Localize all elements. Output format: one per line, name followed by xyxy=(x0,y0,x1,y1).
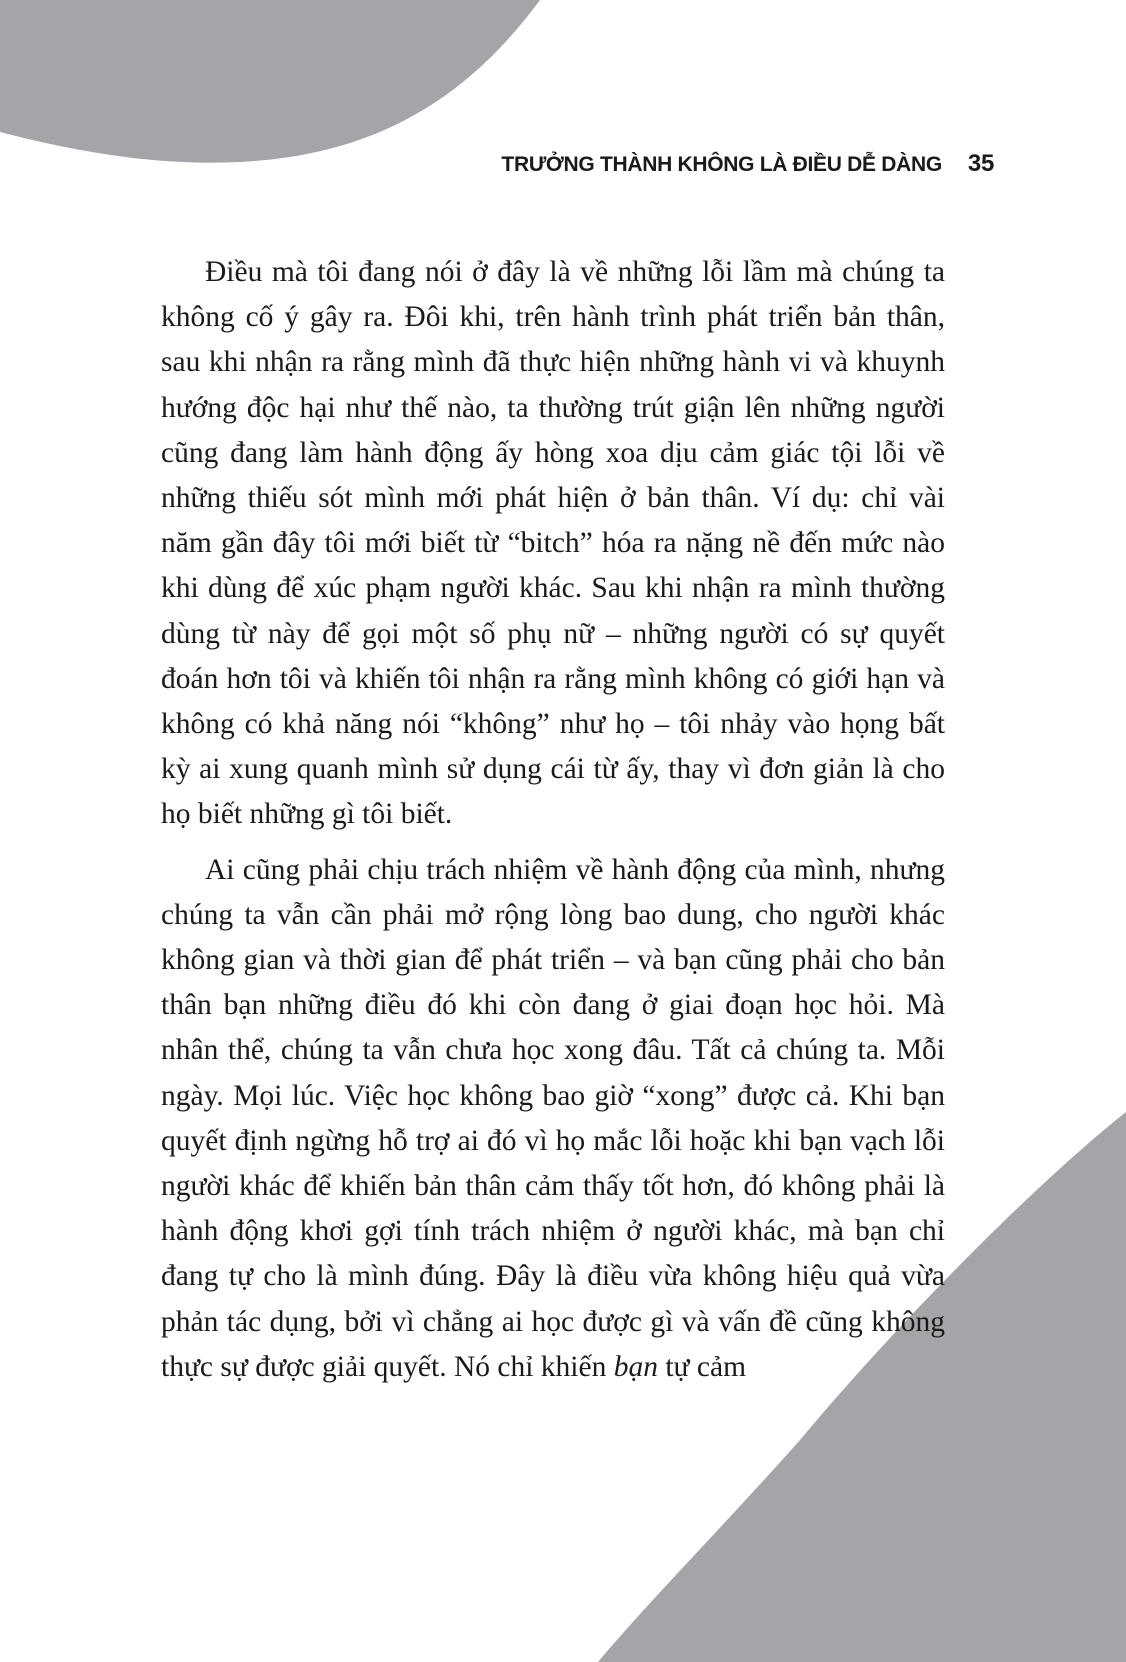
page-number: 35 xyxy=(967,150,994,177)
paragraph-1: Điều mà tôi đang nói ở đây là về những lỗi lầm mà chúng ta không cố ý gây ra. Đôi khi, trên hành trình phát triển bản thân, sau khi nhận ra rằng mình đã thực hiện những hành vi và khuynh hướng độc hại như thế nào, ta thường trút giận lên những người cũng đang làm hành động ấy hòng xoa dịu cảm giác tội lỗi về những thiếu sót mình mới phát hiện ở bản thân. Ví dụ: chỉ vài năm gần đây tôi mới biết từ “bitch” hóa ra nặng nề đến mức nào khi dùng để xúc phạm người khác. Sau khi nhận ra mình thường dùng từ này để gọi một số phụ nữ – những người có sự quyết đoán hơn tôi và khiến tôi nhận ra rằng mình không có giới hạn và không có khả năng nói “không” như họ – tôi nhảy vào họng bất kỳ ai xung quanh mình sử dụng cái từ ấy, thay vì đơn giản là cho họ biết những gì tôi biết. xyxy=(161,256,945,831)
body-text xyxy=(161,250,945,1400)
running-head xyxy=(480,150,994,178)
chapter-title: TRƯỞNG THÀNH KHÔNG LÀ ĐIỀU DỄ DÀNG xyxy=(501,153,942,176)
paragraph-2-text: Ai cũng phải chịu trách nhiệm về hành động của mình, nhưng chúng ta vẫn cần phải mở rộng lòng bao dung, cho người khác không gian và thời gian để phát triển – và bạn cũng phải cho bản thân bạn những điều đó khi còn đang ở giai đoạn học hỏi. Mà nhân thể, chúng ta vẫn chưa học xong đâu. Tất cả chúng ta. Mỗi ngày. Mọi lúc. Việc học không bao giờ “xong” được cả. Khi bạn quyết định ngừng hỗ trợ ai đó vì họ mắc lỗi hoặc khi bạn vạch lỗi người khác để khiến bản thân cảm thấy tốt hơn, đó không phải là hành động khơi gợi tính trách nhiệm ở người khác, mà bạn chỉ đang tự cho là mình đúng. Đây là điều vừa không hiệu quả vừa phản tác dụng, bởi vì chẳng ai học được gì và vấn đề cũng không thực sự được giải quyết. Nó chỉ khiến xyxy=(161,853,945,1383)
emphasis-word: bạn xyxy=(613,1350,658,1383)
paragraph-2 xyxy=(161,848,945,1390)
paragraph-2-tail: tự cảm xyxy=(657,1350,747,1383)
